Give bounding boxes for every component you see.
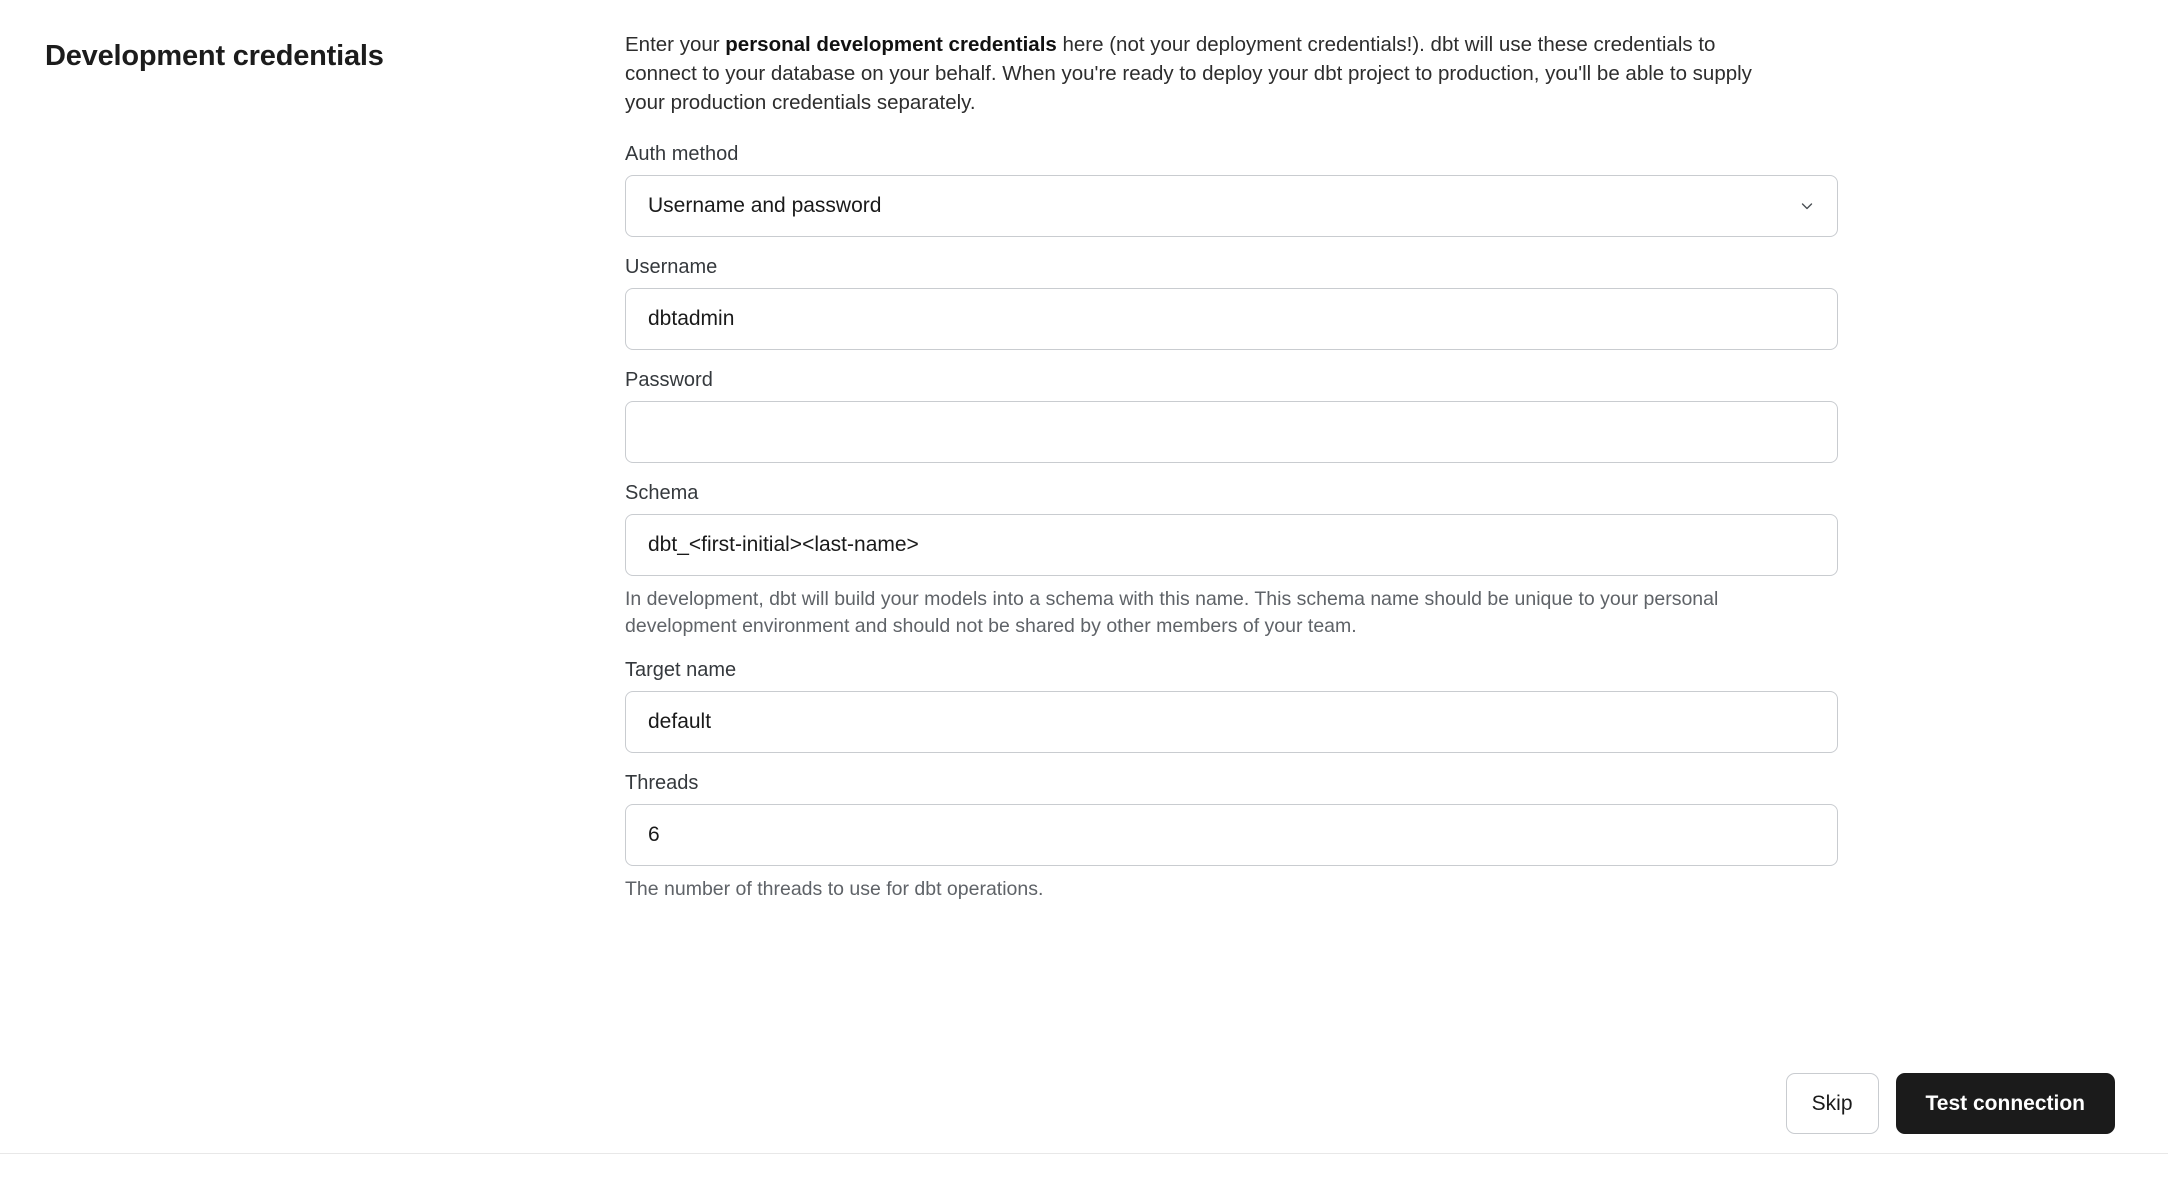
schema-label: Schema (625, 482, 699, 504)
password-field (625, 369, 1845, 463)
threads-input[interactable] (625, 804, 1838, 866)
schema-value: dbt_<first-initial><last-name> (648, 533, 919, 556)
intro-text-emphasis: personal development credentials (725, 33, 1057, 56)
username-value: dbtadmin (648, 307, 735, 330)
section-title-column (0, 30, 625, 922)
schema-helper-text: In development, dbt will build your models into a schema with this name. This schema name should be unique to your personal development environment and should not be shared by other members of your team. (625, 588, 1719, 637)
schema-field (625, 482, 1845, 640)
target-name-label: Target name (625, 659, 737, 681)
target-name-input[interactable] (625, 691, 1838, 753)
skip-button[interactable]: Skip (1786, 1073, 1879, 1134)
password-label: Password (625, 369, 713, 391)
username-field (625, 256, 1845, 350)
auth-method-label: Auth method (625, 143, 739, 165)
username-label: Username (625, 256, 718, 278)
auth-method-value: Username and password (648, 194, 882, 217)
intro-text-post: here (not your deployment credentials!). dbt will use these credentials to connect to your database on your behalf. When you're ready to deploy your dbt project to production, you'll be able to supply your production credentials separately. (625, 33, 1752, 114)
form-actions (1786, 1073, 2115, 1134)
auth-method-field (625, 143, 1845, 237)
target-name-field (625, 659, 1845, 753)
auth-method-select[interactable] (625, 175, 1838, 237)
password-input[interactable] (625, 401, 1838, 463)
intro-text-pre: Enter your (625, 33, 726, 56)
threads-field (625, 772, 1845, 903)
username-input[interactable] (625, 288, 1838, 350)
schema-input[interactable] (625, 514, 1838, 576)
threads-value: 6 (648, 823, 660, 846)
chevron-down-icon (1799, 198, 1815, 214)
footer-divider (0, 1153, 2168, 1154)
target-name-value: default (648, 710, 712, 733)
threads-helper-text: The number of threads to use for dbt operations. (625, 878, 1044, 900)
credentials-form (625, 30, 1845, 922)
threads-label: Threads (625, 772, 699, 794)
test-connection-button[interactable]: Test connection (1896, 1073, 2115, 1134)
intro-text (625, 30, 1790, 117)
page-title: Development credentials (45, 40, 384, 72)
